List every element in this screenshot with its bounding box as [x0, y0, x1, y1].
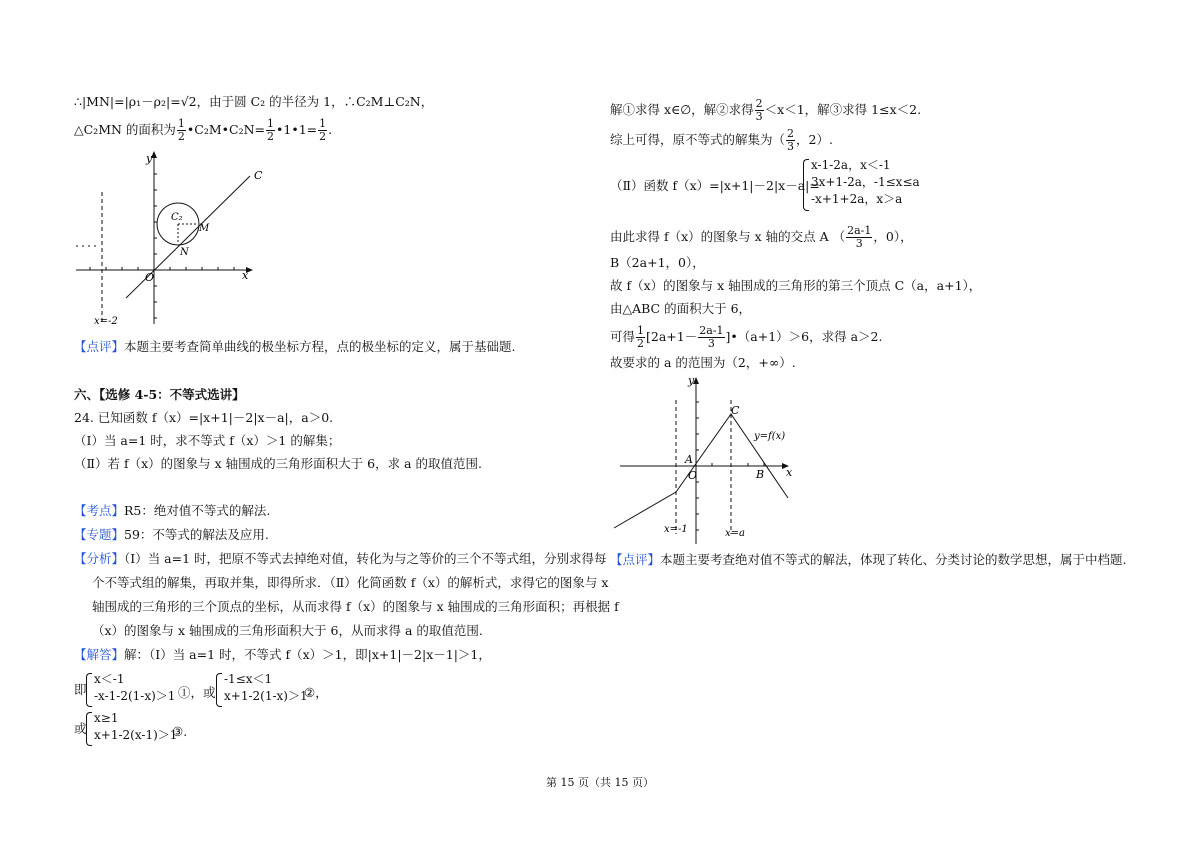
fenxi-tag: 【分析】	[74, 551, 125, 566]
question-24: 24. 已知函数 f（x）=|x+1|－2|x－a|，a＞0.	[74, 410, 334, 425]
text: •1•1=	[276, 122, 318, 137]
ji-label: 即	[74, 682, 87, 697]
den: 3	[855, 237, 863, 250]
text: 可得	[610, 329, 636, 344]
circled-1: ①，或	[178, 685, 216, 700]
page-footer: 第 15 页（共 15 页）	[546, 776, 654, 789]
brace-icon	[86, 673, 92, 707]
huo-label: 或	[74, 721, 87, 736]
line-triangle-area	[74, 118, 332, 143]
comment-1	[74, 338, 516, 356]
point-b-line: B（2a+1，0），	[610, 255, 705, 270]
fenxi-line-1	[74, 550, 607, 568]
x-a-label: x=a	[725, 528, 745, 539]
point-c-line: 故 f（x）的图象与 x 轴围成的三角形的第三个顶点 C（a，a+1），	[610, 278, 982, 293]
point-b-label: B	[756, 468, 765, 481]
text: •C₂M•C₂N=	[186, 122, 266, 137]
text: [2a+1－	[646, 329, 698, 344]
system-1-row-2: -x-1-2(1-x)＞1	[94, 689, 176, 703]
comment-text: 本题主要考查简单曲线的极坐标方程，点的极坐标的定义，属于基础题.	[124, 339, 516, 354]
fraction	[266, 118, 275, 143]
fraction	[755, 98, 764, 123]
jieda-text: 解：（Ⅰ）当 a=1 时，不等式 f（x）＞1，即|x+1|－2|x－1|＞1，	[124, 647, 491, 662]
den: 3	[755, 110, 763, 123]
num: 2a-1	[847, 224, 872, 237]
fraction	[698, 325, 724, 350]
text: ，2）.	[796, 132, 833, 147]
fenxi-line-3: 轴围成的三角形的三个顶点的坐标，从而求得 f（x）的图象与 x 轴围成的三角形面积；再根据 f	[92, 599, 619, 614]
origin-label: O	[145, 271, 155, 284]
system-2-row-1: -1≤x＜1	[224, 672, 273, 686]
question-24-part-1: （Ⅰ）当 a=1 时，求不等式 f（x）＞1 的解集；	[74, 433, 341, 448]
kaodian-tag: 【考点】	[74, 503, 125, 518]
x-minus-1-label: x=-1	[664, 524, 688, 535]
solution-set	[610, 128, 833, 153]
text: ]•（a+1）＞6，求得 a＞2.	[725, 329, 883, 344]
zhuanti	[74, 526, 269, 544]
system-3-row-2: x+1-2(x-1)＞1	[94, 728, 178, 742]
system-2-row-2: x+1-2(1-x)＞1	[224, 689, 308, 703]
text: 由此求得 f（x）的图象与 x 轴的交点 A （	[610, 229, 846, 244]
fraction	[177, 118, 186, 143]
num: 1	[267, 117, 275, 130]
kaodian	[74, 502, 270, 520]
fraction	[786, 128, 795, 153]
center-c2-label: C₂	[171, 212, 183, 223]
num: 2	[755, 97, 763, 110]
origin-label: O	[688, 469, 698, 482]
x-axis-label: x	[786, 466, 793, 479]
system-1	[86, 671, 175, 709]
function-label: y=f(x)	[754, 431, 786, 442]
den: 2	[637, 337, 645, 350]
range-result: 故要求的 a 的范围为（2，+∞）.	[610, 355, 796, 370]
zhuanti-tag: 【专题】	[74, 527, 125, 542]
fenxi-text: （Ⅰ）当 a=1 时，把原不等式去掉绝对值，转化为与之等价的三个不等式组，分别求得每	[124, 551, 607, 566]
comment-text: 本题主要考查绝对值不等式的解法，体现了转化、分类讨论的数学思想，属于中档题.	[660, 552, 1127, 567]
system-1-row-1: x＜-1	[94, 672, 125, 686]
y-axis-label: y	[146, 152, 153, 165]
circled-2: ②，	[304, 685, 328, 700]
x-minus-2-label: x=-2	[94, 316, 118, 327]
text: ，0），	[873, 229, 913, 244]
piecewise-row-2: 3x+1-2a，-1≤x≤a	[811, 175, 920, 189]
piecewise-function	[803, 157, 920, 213]
den: 2	[319, 130, 327, 143]
comment-tag: 【点评】	[610, 552, 661, 567]
area-condition: 由△ABC 的面积大于 6，	[610, 301, 752, 316]
point-n-label: N	[180, 247, 189, 258]
circled-3: ③.	[172, 724, 188, 739]
brace-icon	[216, 673, 222, 707]
zhuanti-text: 59：不等式的解法及应用.	[124, 527, 269, 542]
area-inequality	[610, 325, 882, 350]
fraction	[318, 118, 327, 143]
text: 解①求得 x∈∅，解②求得	[610, 102, 754, 117]
text: ＜x＜1，解③求得 1≤x＜2.	[764, 102, 922, 117]
y-axis-label: y	[688, 374, 695, 387]
fenxi-line-4: （x）的图象与 x 轴围成的三角形面积大于 6，从而求得 a 的取值范围.	[92, 623, 483, 638]
figure-function-graph	[610, 372, 810, 548]
line-c-label: C	[254, 169, 263, 182]
system-3	[86, 710, 177, 748]
question-24-part-2: （Ⅱ）若 f（x）的图象与 x 轴围成的三角形面积大于 6，求 a 的取值范围.	[74, 456, 482, 471]
den: 2	[177, 130, 185, 143]
point-m-label: M	[199, 223, 210, 234]
system-3-row-1: x≥1	[94, 711, 119, 725]
num: 1	[637, 324, 645, 337]
x-axis-label: x	[242, 269, 249, 282]
num: 2a-1	[699, 324, 724, 337]
axis-ticks	[90, 174, 234, 318]
jieda-tag: 【解答】	[74, 647, 125, 662]
line-mn-length: ∴|MN|=|ρ₁－ρ₂|=√2，由于圆 C₂ 的半径为 1，∴C₂M⊥C₂N，	[74, 94, 434, 109]
brace-icon	[86, 712, 92, 746]
num: 1	[319, 117, 327, 130]
point-c-label: C	[731, 404, 740, 417]
section-heading: 六、【选修 4-5：不等式选讲】	[74, 387, 245, 402]
text: 综上可得，原不等式的解集为（	[610, 132, 786, 147]
piecewise-row-1: x-1-2a，x＜-1	[811, 158, 891, 172]
comment-2	[610, 551, 1127, 569]
den: 3	[707, 337, 715, 350]
den: 2	[267, 130, 275, 143]
text: △C₂MN 的面积为	[74, 122, 176, 137]
brace-icon	[803, 159, 809, 211]
fenxi-line-2: 个不等式组的解集，再取并集，即得所求．（Ⅱ）化简函数 f（x）的解析式，求得它的图象与 x	[92, 575, 609, 590]
point-a-line	[610, 225, 913, 250]
figure-circle-line	[70, 148, 270, 330]
piecewise-intro: （Ⅱ）函数 f（x）=|x+1|－2|x－a|=	[610, 178, 820, 193]
kaodian-text: R5：绝对值不等式的解法.	[124, 503, 271, 518]
fraction	[636, 325, 645, 350]
system-2	[216, 671, 308, 709]
point-a-label: A	[685, 453, 693, 466]
solve-lines	[610, 98, 921, 123]
fraction	[846, 225, 872, 250]
den: 3	[787, 140, 795, 153]
num: 2	[787, 127, 795, 140]
text: .	[328, 122, 333, 137]
num: 1	[177, 117, 185, 130]
piecewise-row-3: -x+1+2a，x＞a	[811, 192, 903, 206]
jieda	[74, 646, 491, 664]
comment-tag: 【点评】	[74, 339, 125, 354]
